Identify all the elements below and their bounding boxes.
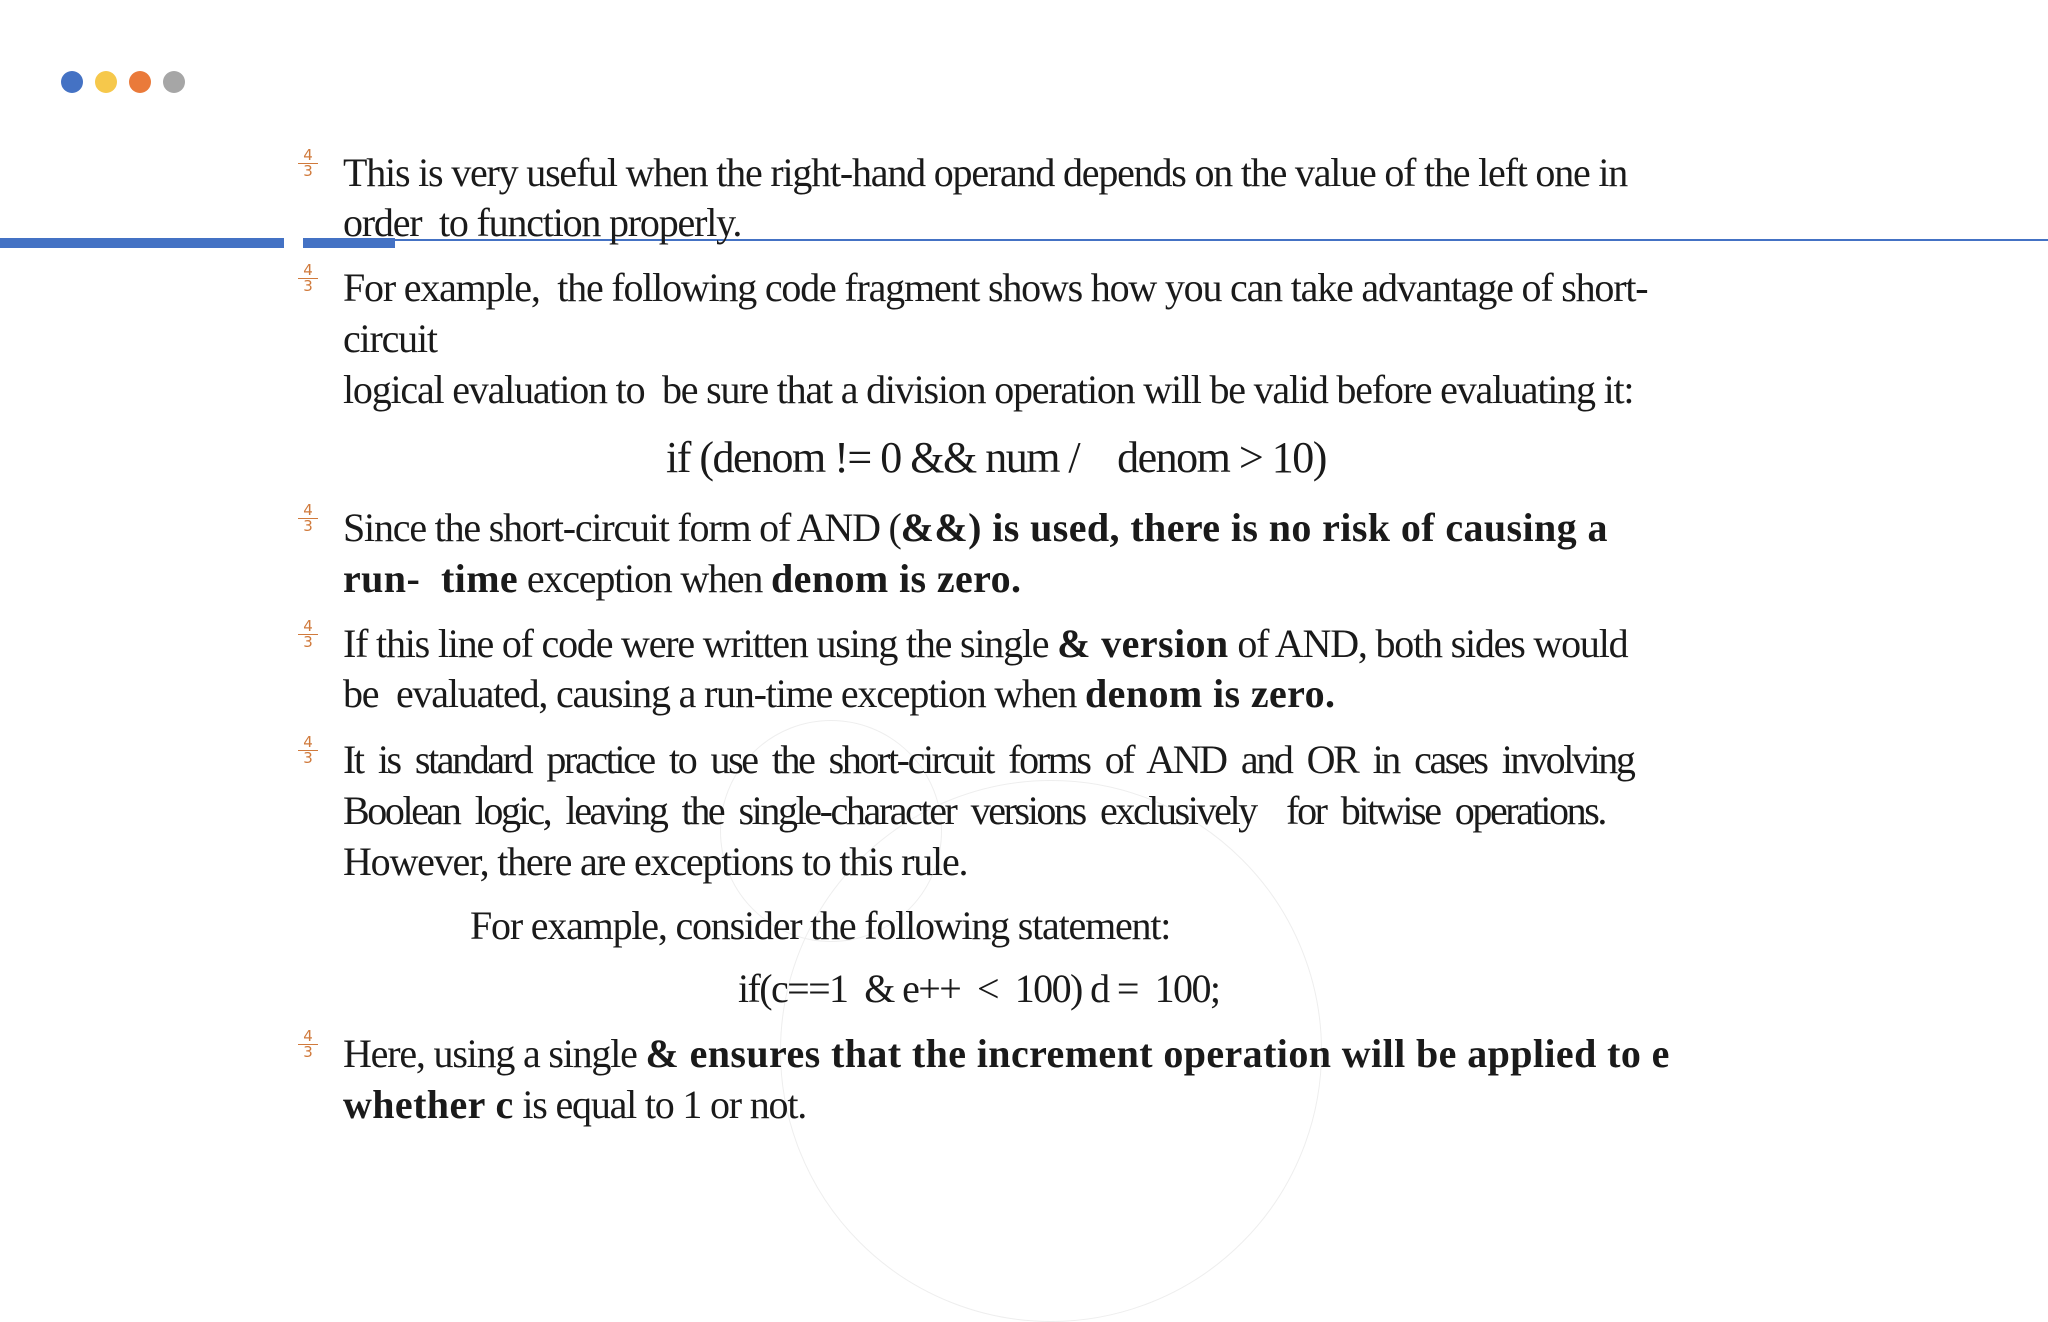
para5-line4: For example, consider the following statement: (470, 903, 1171, 948)
para1-line1: This is very useful when the right-hand operand depends on the value of the left one in (343, 150, 1628, 195)
bullet-den: 3 (303, 162, 313, 180)
bullet-icon (298, 619, 318, 649)
para3-line2 (343, 556, 1022, 601)
bullet-den: 3 (303, 277, 313, 295)
bullet-den: 3 (303, 517, 313, 535)
bullet-num: 4 (298, 503, 318, 519)
para4-text: be evaluated, causing a run-time exception when (343, 671, 1086, 716)
para5-line2: Boolean logic, leaving the single-character versions exclusively for bitwise operations. (343, 788, 1605, 833)
para4-bold: & version (1057, 621, 1229, 666)
para2-line2: circuit (343, 316, 437, 361)
para6-text: is equal to 1 or not. (513, 1082, 807, 1127)
para4-bold: denom is zero. (1085, 671, 1336, 716)
para6-bold: whether c (343, 1082, 514, 1127)
para5-line3: However, there are exceptions to this rule. (343, 839, 968, 884)
bullet-den: 3 (303, 633, 313, 651)
para6-text: Here, using a single (343, 1031, 646, 1076)
para3-bold: run- time (343, 556, 519, 601)
bullet-num: 4 (298, 735, 318, 751)
code-statement-2: if(c==1 & e++ < 100) d = 100; (738, 966, 1220, 1011)
para6-line2 (343, 1082, 807, 1127)
bullet-icon (298, 735, 318, 765)
para3-line1 (343, 505, 1608, 550)
para1-line2: order to function properly. (343, 200, 742, 245)
gray-dot-icon (163, 71, 185, 93)
bullet-den: 3 (303, 1043, 313, 1061)
bullet-icon (298, 263, 318, 293)
para3-bold: &&) is used, there is no risk of causing a (900, 505, 1608, 550)
bullet-icon (298, 503, 318, 533)
bullet-num: 4 (298, 619, 318, 635)
window-dots (61, 71, 185, 93)
yellow-dot-icon (95, 71, 117, 93)
code-statement-1: if (denom != 0 && num / denom > 10) (666, 433, 1326, 482)
para2-line3: logical evaluation to be sure that a division operation will be valid before evaluating it: (343, 367, 1634, 412)
para5-line1: It is standard practice to use the short-circuit forms of AND and OR in cases involving (343, 737, 1634, 782)
para6-line1 (343, 1031, 1670, 1076)
para6-bold: & ensures that the increment operation will be applied to e (645, 1031, 1670, 1076)
para4-line2 (343, 671, 1336, 716)
bullet-num: 4 (298, 1029, 318, 1045)
bullet-num: 4 (298, 148, 318, 164)
para4-text: of AND, both sides would (1228, 621, 1628, 666)
blue-dot-icon (61, 71, 83, 93)
para3-text: Since the short-circuit form of AND ( (343, 505, 901, 550)
bullet-icon (298, 148, 318, 178)
bullet-den: 3 (303, 749, 313, 767)
para4-text: If this line of code were written using the single (343, 621, 1058, 666)
para3-bold: denom is zero. (771, 556, 1022, 601)
orange-dot-icon (129, 71, 151, 93)
header-rule-thick (0, 238, 284, 248)
bullet-num: 4 (298, 263, 318, 279)
para2-line1: For example, the following code fragment shows how you can take advantage of short- (343, 265, 1648, 310)
para3-text: exception when (518, 556, 772, 601)
para4-line1 (343, 621, 1628, 666)
bullet-icon (298, 1029, 318, 1059)
